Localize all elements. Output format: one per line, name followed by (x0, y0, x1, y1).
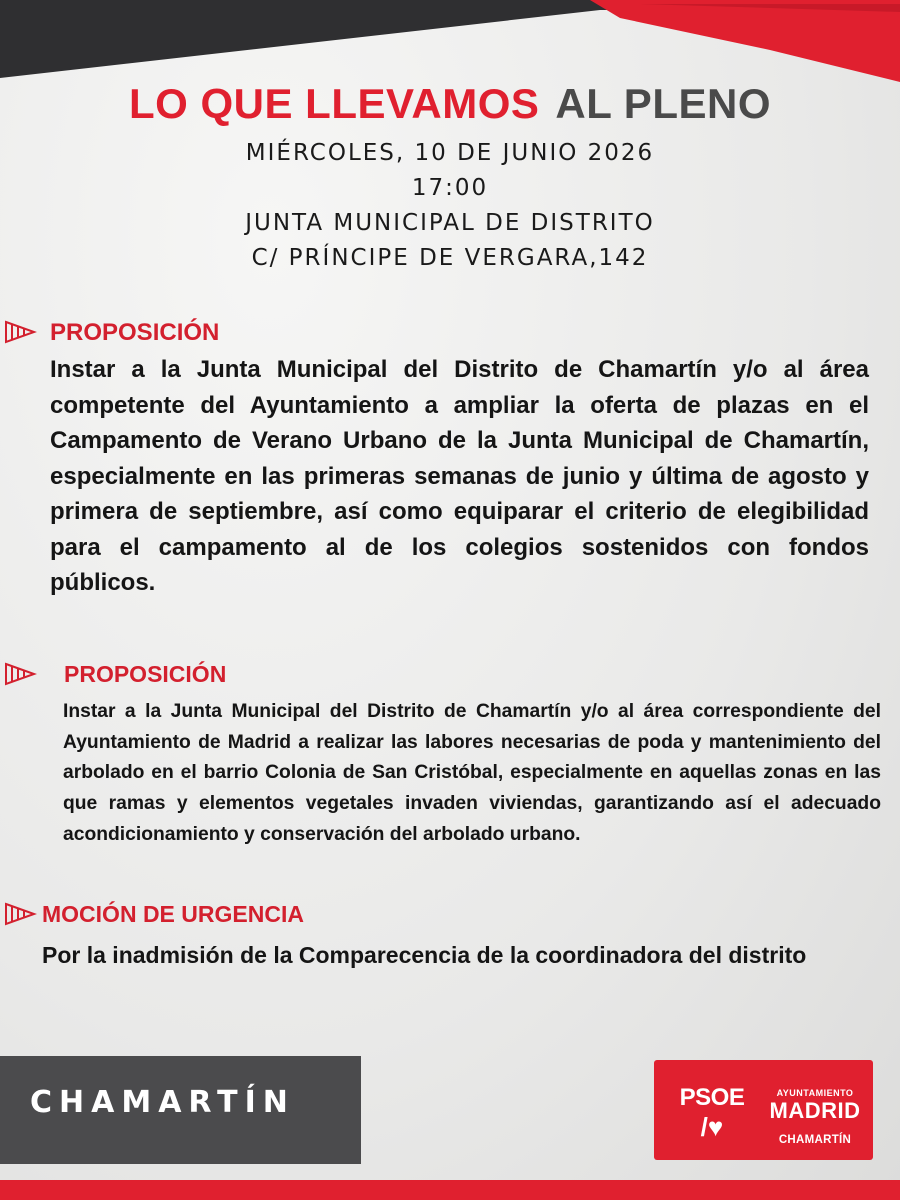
title-dark-part: AL PLENO (555, 80, 771, 127)
page-title (0, 80, 900, 128)
heart-icon: /♥ (700, 1112, 724, 1142)
event-date: MIÉRCOLES, 10 DE JUNIO 2026 (245, 140, 655, 166)
arrow-marker-icon (4, 662, 42, 686)
madrid-logo (757, 1060, 873, 1160)
item-2-type: PROPOSICIÓN (64, 661, 227, 687)
madrid-logo-main: MADRID (769, 1098, 861, 1123)
madrid-logo-top: AYUNTAMIENTO (776, 1088, 854, 1098)
district-label: CHAMARTÍN (30, 1085, 295, 1120)
arrow-marker-icon (4, 320, 42, 344)
bottom-red-bar (0, 1180, 900, 1200)
psoe-logo-text: PSOE (679, 1084, 745, 1111)
item-2-text: Instar a la Junta Municipal del Distrito de Chamartín y/o al área correspondiente del Ayuntamiento de Madrid a realizar las labores necesarias de poda y mantenimiento del arbolado en el barrio Colonia de San Cristóbal, especialmente en aquellas zonas en las que ramas y elementos vegetales invaden viviendas, garantizando así el adecuado acondicionamiento y conservación del arbolado urbano. (63, 701, 881, 845)
psoe-logo (654, 1060, 770, 1160)
event-address: C/ PRÍNCIPE DE VERGARA,142 (251, 245, 649, 271)
event-details (0, 136, 900, 276)
title-red-part: LO QUE LLEVAMOS (129, 80, 540, 127)
event-time: 17:00 (411, 175, 489, 201)
arrow-marker-icon (4, 902, 42, 926)
event-venue: JUNTA MUNICIPAL DE DISTRITO (245, 210, 655, 236)
item-1-text: Instar a la Junta Municipal del Distrito de Chamartín y/o al área competente del Ayuntamiento a ampliar la oferta de plazas en el Campamento de Verano Urbano de la Junta Municipal de Chamartín, especialmente en las primeras semanas de junio y última de agosto y primera de septiembre, así como equiparar el criterio de elegibilidad para el campamento al de los colegios sostenidos con fondos públicos. (50, 356, 869, 596)
item-3-text: Por la inadmisión de la Comparecencia de la coordinadora del distrito (42, 942, 807, 968)
item-1-type: PROPOSICIÓN (50, 319, 220, 346)
item-3-type: MOCIÓN DE URGENCIA (42, 901, 304, 927)
madrid-logo-bottom: CHAMARTÍN (778, 1134, 852, 1146)
header-band (0, 0, 900, 90)
